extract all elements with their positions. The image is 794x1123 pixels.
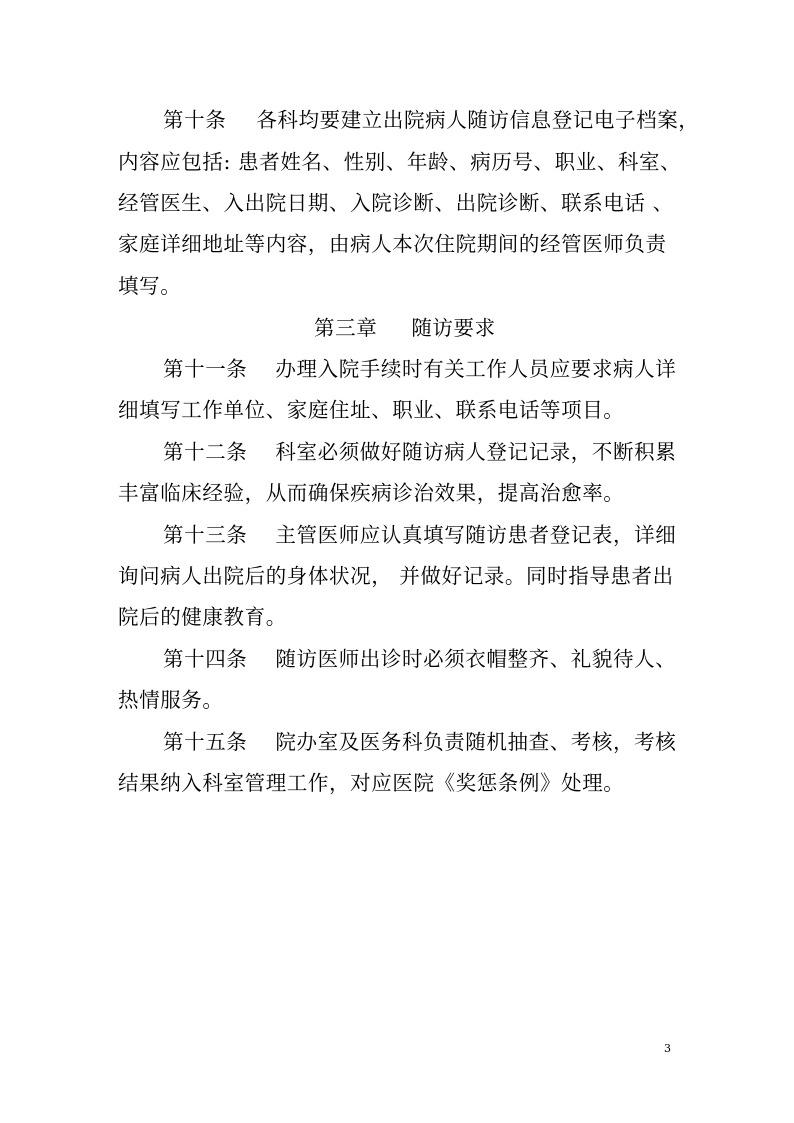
article-14-heading: 第十四条 [163, 647, 248, 671]
article-10-heading: 第十条 [163, 108, 227, 132]
article-14-line-1 [163, 647, 676, 671]
article-11-line-2: 细填写工作单位、家庭住址、职业、联系电话等项目。 [118, 398, 625, 422]
article-10-line-3: 经管医生、入出院日期、入院诊断、出院诊断、联系电话 、 [118, 191, 674, 215]
page-number: 3 [664, 1042, 671, 1055]
article-15-line-1 [163, 730, 676, 754]
article-11-text: 办理入院手续时有关工作人员应要求病人详 [275, 357, 677, 381]
article-13-line-1 [163, 523, 676, 547]
article-12-line-1 [163, 440, 676, 464]
article-15-heading: 第十五条 [163, 730, 248, 754]
article-14-line-2: 热情服务。 [118, 688, 224, 712]
article-10-line-4: 家庭详细地址等内容，由病人本次住院期间的经管医师负责 [118, 232, 667, 256]
article-13-heading: 第十三条 [163, 523, 248, 547]
chapter-number: 第三章 [314, 316, 378, 340]
article-13-line-2: 询问病人出院后的身体状况， 并做好记录。同时指导患者出 [118, 564, 674, 588]
article-12-line-2: 丰富临床经验，从而确保疾病诊治效果，提高治愈率。 [118, 481, 625, 505]
article-10-line-5: 填写。 [118, 274, 182, 298]
article-11-heading: 第十一条 [163, 357, 248, 381]
article-13-line-3: 院后的健康教育。 [118, 605, 287, 629]
article-10-line-2: 内容应包括: 患者姓名、性别、年龄、病历号、职业、科室、 [118, 150, 682, 174]
chapter-heading [314, 316, 496, 340]
article-15-line-2: 结果纳入科室管理工作，对应医院《奖惩条例》处理。 [118, 771, 625, 795]
article-12-text: 科室必须做好随访病人登记记录，不断积累 [275, 440, 677, 464]
article-12-heading: 第十二条 [163, 440, 248, 464]
article-11-line-1 [163, 357, 676, 381]
article-10-text: 各科均要建立出院病人随访信息登记电子档案， [256, 108, 700, 132]
article-14-text: 随访医师出诊时必须衣帽整齐、礼貌待人、 [275, 647, 677, 671]
article-15-text: 院办室及医务科负责随机抽查、考核，考核 [275, 730, 677, 754]
article-10-line-1 [163, 108, 699, 132]
article-13-text: 主管医师应认真填写随访患者登记表，详细 [275, 523, 677, 547]
chapter-title: 随访要求 [411, 316, 496, 340]
